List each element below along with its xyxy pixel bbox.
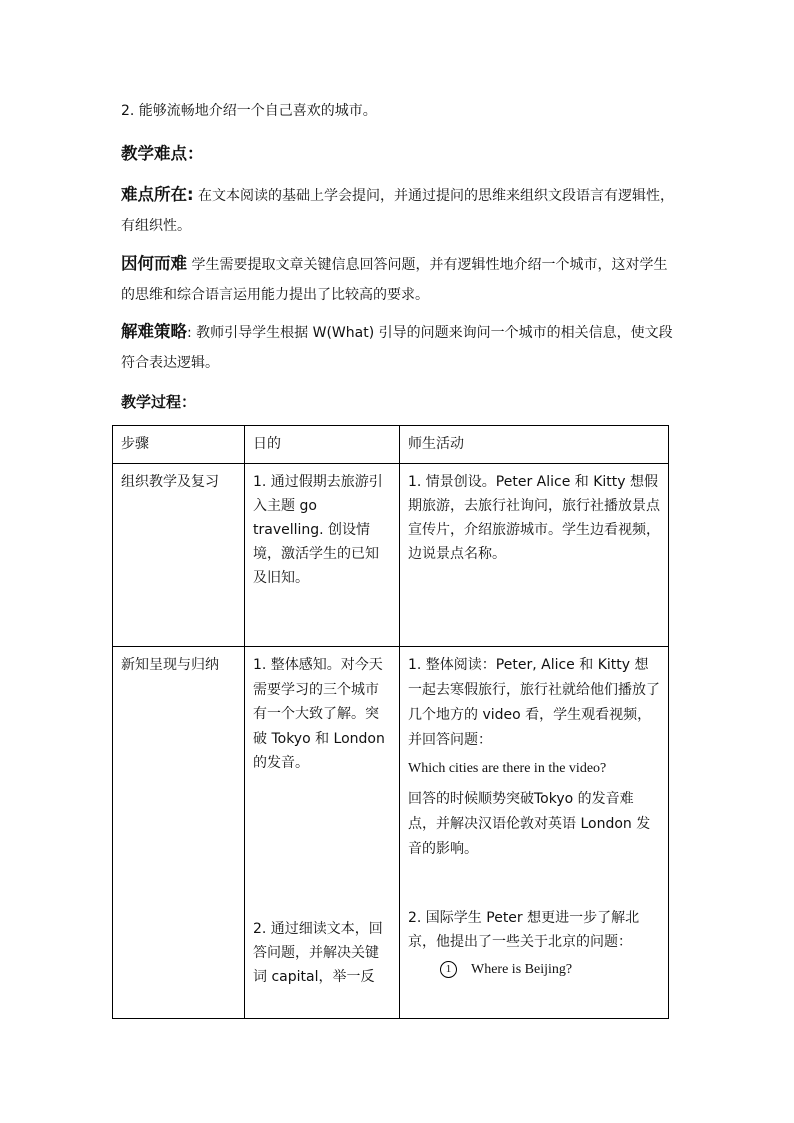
- difficulty-why-label: 因何而难: [121, 254, 187, 273]
- difficulty-why-text: 学生需要提取文章关键信息回答问题，并有逻辑性地介绍一个城市，这对学生的思维和综合语言运用能力提出了比较高的要求。: [121, 257, 668, 303]
- table-row: [113, 647, 669, 1019]
- process-heading: 教学过程：: [121, 393, 197, 411]
- purpose-cell: 1. 整体感知。对今天需要学习的三个城市有一个大致了解。突破 Tokyo 和 London 的发音。 2. 通过细读文本，回答问题，并解决关键词 capital，举一反: [245, 647, 400, 1019]
- activity-cell: 1. 情景创设。Peter Alice 和 Kitty 想假期旅游，去旅行社询问，旅行社播放景点宣传片，介绍旅游城市。学生边看视频，边说景点名称。: [400, 464, 669, 647]
- difficulty-where-text: 在文本阅读的基础上学会提问，并通过提问的思维来组织文段语言有逻辑性，有组织性。: [121, 188, 675, 234]
- difficulty-why: [121, 249, 676, 310]
- header-cell: 步骤: [113, 426, 245, 464]
- header-cell: 日的: [245, 426, 400, 464]
- table-row: [113, 464, 669, 647]
- table-header-row: [113, 426, 669, 464]
- header-cell: 师生活动: [400, 426, 669, 464]
- lesson-process-table: [112, 425, 669, 1019]
- step-cell: 组织教学及复习: [113, 464, 245, 647]
- difficulty-heading: 教学难点：: [121, 144, 204, 163]
- step-cell: 新知呈现与归纳: [113, 647, 245, 1019]
- difficulty-strategy-label: 解难策略: [121, 322, 187, 341]
- objective-item-2: 2. 能够流畅地介绍一个自己喜欢的城市。: [121, 103, 377, 119]
- difficulty-where: [121, 180, 676, 241]
- video-question: Which cities are there in the video?: [408, 761, 607, 776]
- difficulty-strategy: [121, 317, 676, 378]
- difficulty-where-label: 难点所在:: [121, 185, 194, 204]
- question-item-1: 1 Where is Beijing?: [400, 954, 668, 982]
- circled-number-icon: 1: [440, 961, 457, 978]
- difficulty-strategy-text: : 教师引导学生根据 W(What) 引导的问题来询问一个城市的相关信息，使文段符合表达逻辑。: [121, 325, 673, 371]
- activity-cell: 1. 整体阅读：Peter, Alice 和 Kitty 想一起去寒假旅行，旅行社就给他们播放了几个地方的 video 看，学生观看视频，并回答问题： Which cities are there in the video? 回答的时候顺势突破Tokyo 的发音难点，并解决汉语伦敦对英语 London 发音的影响。 2. 国际学生 Peter 想更进一步了解北京，他提出了一些关于北京的问题： 1 Where is Beijing?: [400, 647, 669, 1019]
- purpose-cell: 1. 通过假期去旅游引入主题 go travelling. 创设情境，激活学生的已知及旧知。: [245, 464, 400, 647]
